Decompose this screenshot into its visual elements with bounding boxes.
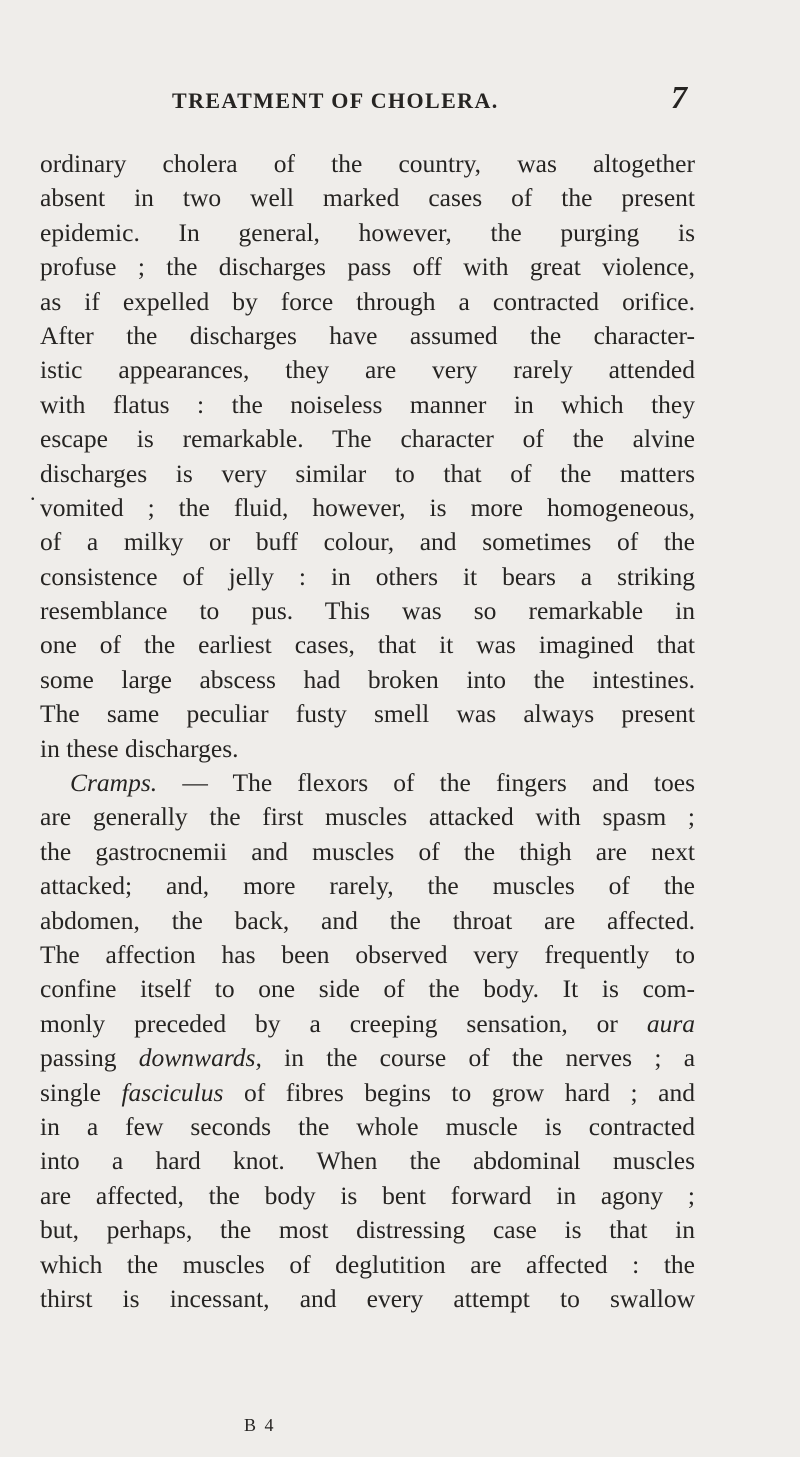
text-line: one of the earliest cases, that it was imagined that	[40, 630, 695, 660]
text-segment: passing	[40, 1043, 139, 1073]
text-line: of a milky or buff colour, and sometimes of the	[40, 527, 695, 557]
text-line	[40, 1041, 695, 1075]
text-line: The same peculiar fusty smell was always present	[40, 699, 695, 729]
text-segment: of fibres begins to grow hard ; and	[223, 1077, 695, 1107]
text-line: escape is remarkable. The character of the alvine	[40, 424, 695, 454]
text-line: The affection has been observed very frequently to	[40, 939, 695, 969]
text-line: ordinary cholera of the country, was altogether	[40, 149, 695, 178]
text-line: consistence of jelly : in others it bears a striking	[40, 561, 695, 591]
text-segment: single	[40, 1077, 122, 1107]
text-line: the gastrocnemii and muscles of the thigh are next	[40, 836, 695, 866]
text-line: vomited ; the fluid, however, is more homogeneous,	[40, 492, 695, 522]
text-line: some large abscess had broken into the intestines.	[40, 664, 695, 694]
text-segment: monly preceded by a creeping sensation, or	[40, 1008, 647, 1038]
text-line: confine itself to one side of the body. It is com-	[40, 974, 695, 1004]
text-line: profuse ; the discharges pass off with great violence,	[40, 252, 695, 282]
text-line: istic appearances, they are very rarely attended	[40, 355, 695, 385]
text-line: in these discharges.	[40, 733, 239, 763]
text-line	[40, 1007, 695, 1041]
body-text	[40, 147, 695, 1316]
text-line: into a hard knot. When the abdominal muscles	[40, 1146, 695, 1176]
text-line: abdomen, the back, and the throat are affected.	[40, 905, 695, 935]
text-line: which the muscles of deglutition are affected : the	[40, 1249, 695, 1279]
text-line: epidemic. In general, however, the purging is	[40, 217, 695, 247]
text-line: After the discharges have assumed the character-	[40, 320, 695, 350]
text-line-cramps-heading	[40, 766, 695, 800]
text-line: attacked; and, more rarely, the muscles of the	[40, 871, 695, 901]
text-line: are affected, the body is bent forward in agony ;	[40, 1180, 695, 1210]
gutter-mark: .	[30, 480, 36, 505]
text-line: thirst is incessant, and every attempt to swallow	[40, 1283, 695, 1313]
text-line: discharges is very similar to that of the matters	[40, 458, 695, 488]
running-title: TREATMENT OF CHOLERA.	[172, 88, 499, 113]
text-line	[40, 1076, 695, 1110]
text-line: absent in two well marked cases of the present	[40, 183, 695, 213]
italic-term-fasciculus: fasciculus	[121, 1077, 224, 1107]
text-segment: in the course of the nerves ; a	[261, 1043, 696, 1073]
page-number: 7	[671, 79, 687, 115]
text-line: with flatus : the noiseless manner in which they	[40, 389, 695, 419]
italic-term-downwards: downwards,	[138, 1043, 262, 1073]
text-line: in a few seconds the whole muscle is contracted	[40, 1111, 695, 1141]
text-line: resemblance to pus. This was so remarkable in	[40, 596, 695, 626]
text-segment: — The flexors of the fingers and toes	[157, 768, 695, 798]
page-header	[172, 79, 687, 124]
text-line: as if expelled by force through a contracted orifice.	[40, 286, 695, 316]
text-line: but, perhaps, the most distressing case is that in	[40, 1215, 695, 1245]
signature-mark: B 4	[244, 1415, 276, 1435]
text-line: are generally the first muscles attacked with spasm ;	[40, 802, 695, 832]
section-heading-cramps: Cramps.	[70, 768, 158, 798]
italic-term-aura: aura	[646, 1008, 695, 1038]
